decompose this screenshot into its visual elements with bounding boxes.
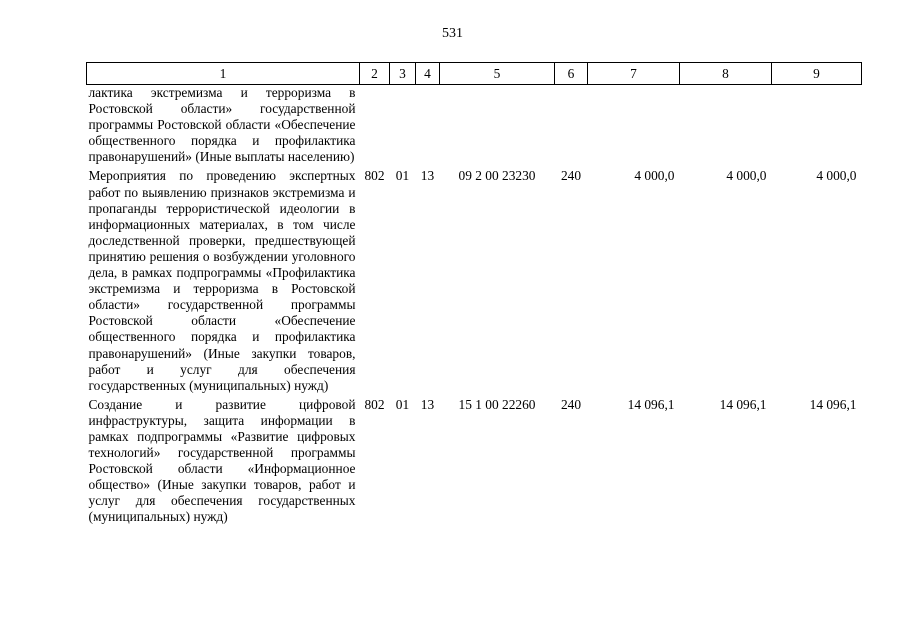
- cell-expense-type: 240: [560, 168, 582, 184]
- column-header-5: 5: [440, 63, 555, 85]
- table-row: [87, 168, 862, 396]
- header-row: [87, 63, 862, 85]
- cell-amount-col8: 4 000,0: [726, 168, 767, 184]
- cell-target-article: 15 1 00 22260: [458, 396, 536, 412]
- cell-section: 01: [395, 396, 410, 412]
- column-header-6: 6: [555, 63, 588, 85]
- cell-ministry-code: 802: [364, 168, 385, 184]
- cell-expense-type: [555, 85, 588, 169]
- column-header-3: 3: [390, 63, 416, 85]
- cell-expense-type: 240: [560, 396, 582, 412]
- table-row: [87, 85, 862, 169]
- cell-section: [390, 85, 416, 169]
- cell-amount-col8: 14 096,1: [719, 396, 767, 412]
- cell-amount-col9: 4 000,0: [816, 168, 857, 184]
- cell-subsection: [416, 85, 440, 169]
- cell-section: 01: [395, 168, 410, 184]
- cell-amount-col8: [680, 85, 772, 169]
- budget-table: [86, 62, 862, 529]
- cell-amount-col7: [588, 85, 680, 169]
- cell-amount-col9: [772, 85, 862, 169]
- column-header-2: 2: [360, 63, 390, 85]
- table-row: [87, 397, 862, 529]
- row-description: Создание и развитие цифровой инфраструктуры, защита информации в рамках подпрограммы «Развитие цифровых технологий» государственной программы Ростовской области «Информационное общество» (Иные закупки товаров, работ и услуг для обеспечения государственных (муниципальных) нужд): [88, 396, 356, 525]
- cell-target-article: 09 2 00 23230: [458, 168, 536, 184]
- page-number: 531: [442, 26, 463, 41]
- cell-amount-col9: 14 096,1: [809, 396, 857, 412]
- column-header-7: 7: [588, 63, 680, 85]
- cell-ministry-code: [360, 85, 390, 169]
- column-header-9: 9: [772, 63, 862, 85]
- row-description: лактика экстремизма и терроризма в Ростовской области» государственной программы Ростовской области «Обеспечение общественного порядка и профилактика правонарушений» (Иные выплаты населению): [88, 85, 356, 165]
- cell-target-article: [440, 85, 555, 169]
- column-header-1: 1: [87, 63, 360, 85]
- row-description: Мероприятия по проведению экспертных работ по выявлению признаков экстремизма и пропаганды террористической идеологии в информационных материалах, в том числе доследственной проверки, предшествующей принятию решения о возбуждении уголовного дела, в рамках подпрограммы «Профилактика экстремизма и терроризма в Ростовской области» государственной программы Ростовской области «Обеспечение общественного порядка и профилактика правонарушений» (Иные закупки товаров, работ и услуг для обеспечения государственных (муниципальных) нужд): [88, 168, 356, 393]
- cell-subsection: 13: [420, 168, 435, 184]
- cell-amount-col7: 14 096,1: [627, 396, 675, 412]
- column-header-4: 4: [416, 63, 440, 85]
- cell-ministry-code: 802: [364, 396, 385, 412]
- cell-subsection: 13: [420, 396, 435, 412]
- column-header-8: 8: [680, 63, 772, 85]
- cell-amount-col7: 4 000,0: [634, 168, 675, 184]
